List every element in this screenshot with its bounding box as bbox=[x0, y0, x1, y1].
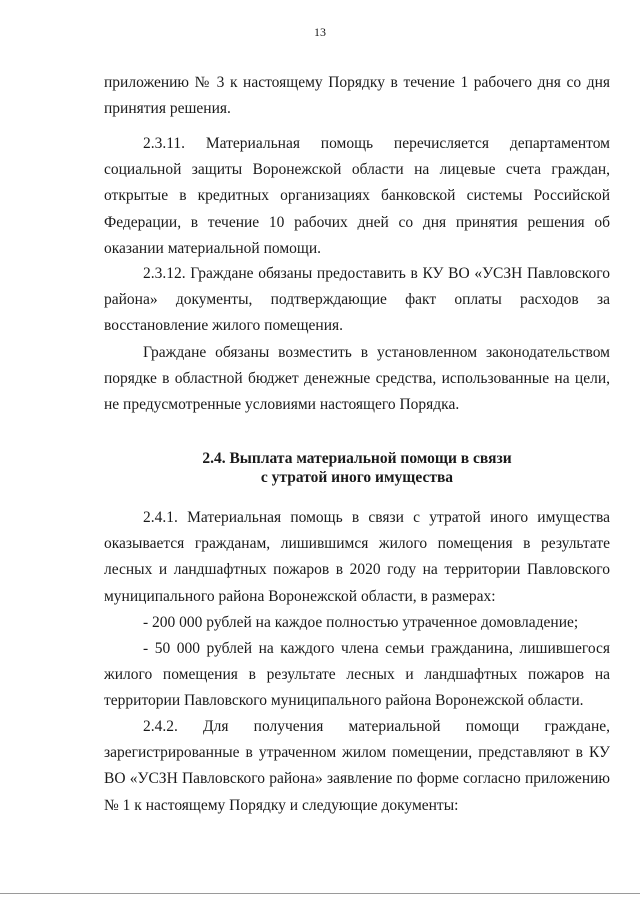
section-heading-line-2: с утратой иного имущества bbox=[260, 469, 454, 486]
paragraph-2-4-2: 2.4.2. Для получения материальной помощи граждане, зарегистрированные в утраченном жилом помещении, представляют в КУ ВО «УСЗН Павловского района» заявление по форме согласно приложению № 1 к настоящему Порядку и следующие документы: bbox=[104, 718, 610, 814]
page-number: 13 bbox=[314, 25, 326, 39]
page-bottom-edge bbox=[0, 893, 640, 894]
section-heading-2-4 bbox=[104, 449, 610, 487]
paragraph-2-3-12: 2.3.12. Граждане обязаны предоставить в КУ ВО «УСЗН Павловского района» документы, подтверждающие факт оплаты расходов за восстановление жилого помещения. bbox=[104, 265, 610, 335]
paragraph-refund-obligation: Граждане обязаны возместить в установленном законодательством порядке в областной бюджет денежные средства, использованные на цели, не предусмотренные условиями настоящего Порядка. bbox=[104, 344, 610, 414]
section-heading-line-1: 2.4. Выплата материальной помощи в связи bbox=[202, 450, 512, 467]
list-item-200000: - 200 000 рублей на каждое полностью утраченное домовладение; bbox=[143, 614, 579, 631]
paragraph-2-4-1: 2.4.1. Материальная помощь в связи с утратой иного имущества оказывается гражданам, лишившимся жилого помещения в результате лесных и ландшафтных пожаров в 2020 году на территории Павловского муниципального района Воронежской области, в размерах: bbox=[104, 509, 610, 605]
paragraph-2-3-11: 2.3.11. Материальная помощь перечисляется департаментом социальной защиты Воронежской области на лицевые счета граждан, открытые в кредитных организациях банковской системы Российской Федерации, в течение 10 рабочих дней со дня принятия решения об оказании материальной помощи. bbox=[104, 135, 610, 257]
paragraph-continuation: приложению № 3 к настоящему Порядку в течение 1 рабочего дня со дня принятия решения. bbox=[104, 74, 610, 118]
list-item-50000: - 50 000 рублей на каждого члена семьи гражданина, лишившегося жилого помещения в результате лесных и ландшафтных пожаров на территории Павловского муниципального района Воронежской области. bbox=[104, 640, 610, 710]
